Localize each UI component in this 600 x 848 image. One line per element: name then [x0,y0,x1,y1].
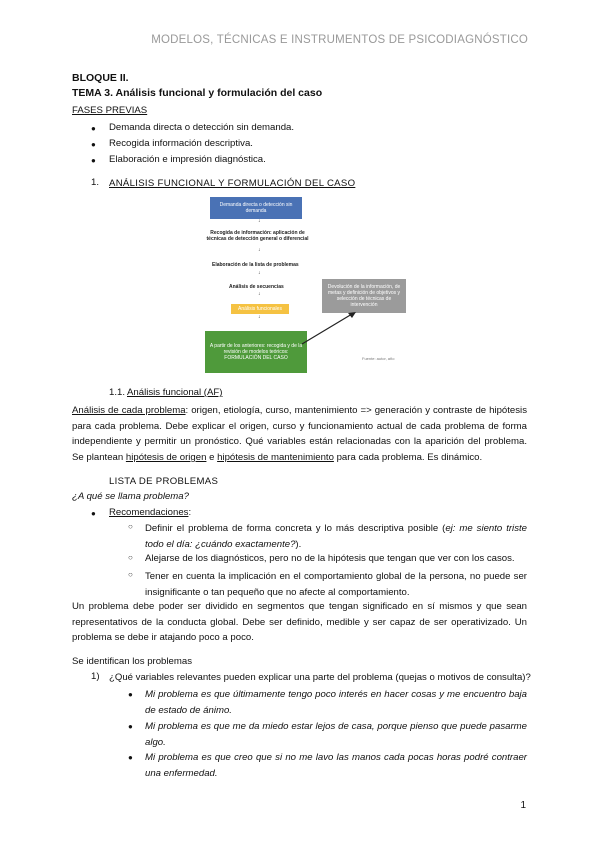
bullet-icon: ● [128,722,133,731]
section-number: 1. [91,177,100,188]
circle-bullet-icon: ○ [128,570,133,579]
question-text: ¿Qué variables relevantes pueden explicar una parte del problema (quejas o motivos de consulta)? [109,672,531,683]
example-item: Mi problema es que creo que si no me lavo las manos cada pocas horas podré contraer una enfermedad. [145,752,527,779]
example-item: Mi problema es que últimamente tengo poco interés en hacer cosas y me encuentro baja de estado de ánimo. [145,689,527,716]
identify-line: Se identifican los problemas [72,656,192,667]
diagram-box-case: A partir de los anteriores: recogida y de la revisión de modelos teóricos: FORMULACIÓN DEL CASO [205,331,307,373]
bullet-icon: ● [91,509,96,518]
bullet-icon: ● [91,124,96,133]
circle-bullet-icon: ○ [128,522,133,531]
phase-item: Recogida información descriptiva. [109,138,253,149]
arrow-down-icon: ↓ [258,291,261,297]
bullet-icon: ● [128,690,133,699]
list-title: LISTA DE PROBLEMAS [109,476,219,487]
block-title: BLOQUE II. [72,72,129,84]
diagram-box-af: Análisis funcionales [231,304,289,314]
diagram-source: Fuente: autor, año [362,356,395,361]
arrow-down-icon: ↓ [258,247,261,253]
problem-question: ¿A qué se llama problema? [72,491,189,502]
af-label: Análisis de cada problema [72,405,186,416]
bullet-icon: ● [91,140,96,149]
diagram-box-demand: Demanda directa o detección sin demanda [210,197,302,219]
circle-bullet-icon: ○ [128,553,133,562]
hypothesis-maintenance: hipótesis de mantenimiento [217,452,334,464]
recommendations-label: Recomendaciones: [109,507,192,518]
bullet-icon: ● [128,753,133,762]
theme-title: TEMA 3. Análisis funcional y formulación del caso [72,87,323,99]
problem-paragraph: Un problema debe poder ser dividido en segmentos que tengan significado en sí mismos y que sean representativos de la conducta global. Debe ser definido, medible y ser capaz de ser operativizado. Un problema se debe ir atajando poco a poco. [72,601,527,644]
question-number: 1) [91,671,100,682]
phase-item: Demanda directa o detección sin demanda. [109,122,295,133]
hypothesis-origin: hipótesis de origen [125,452,207,464]
example-item: Mi problema es que me da miedo estar lejos de casa, porque pienso que puede pasarme algo. [145,721,527,748]
bullet-icon: ● [91,156,96,165]
page-number: 1 [520,800,526,811]
diagram-step-collection: Recogida de información: aplicación de técnicas de detección general o diferencial [206,230,309,242]
arrow-down-icon: ↓ [258,270,261,276]
diagonal-arrow-icon [300,308,360,348]
running-header: MODELOS, TÉCNICAS E INSTRUMENTOS DE PSICODIAGNÓSTICO [151,34,528,46]
phases-title: FASES PREVIAS [72,105,148,116]
diagram-step-list: Elaboración de la lista de problemas [212,262,299,268]
af-paragraph: Análisis de cada problema: origen, etiología, curso, mantenimiento => generación y contraste de hipótesis para cada problema. Debe explicar el origen, curso y funcionamiento actual de cada problema de forma independiente y permitir un pronóstico. Qué variables están relacionadas con la aparición del problema. Se plantean hipótesis de origen e hipótesis de mantenimiento para cada problema. Es dinámico. [72,405,527,464]
arrow-down-icon: ↓ [258,218,261,224]
recommendation-item: Alejarse de los diagnósticos, pero no de la hipótesis que tengan que ver con los casos. [145,553,515,564]
subsection-number: 1.1. [109,387,126,398]
section-title: ANÁLISIS FUNCIONAL Y FORMULACIÓN DEL CASO [109,178,356,189]
recommendation-item: Tener en cuenta la implicación en el comportamiento global de la persona, no puede ser insignificante o tan pequeño que no afecte al comportamiento. [145,571,527,598]
recommendation-item: Definir el problema de forma concreta y lo más descriptiva posible (ej: me siento triste todo el día: ¿cuándo exactamente?). [145,523,527,550]
diagram-step-sequences: Análisis de secuencias [229,284,284,290]
diagram-box-feedback: Devolución de la información, de metas y definición de objetivos y selección de técnicas de intervención [322,279,406,313]
subsection-title: Análisis funcional (AF) [127,387,223,398]
phase-item: Elaboración e impresión diagnóstica. [109,154,266,165]
arrow-down-icon: ↓ [258,314,261,320]
